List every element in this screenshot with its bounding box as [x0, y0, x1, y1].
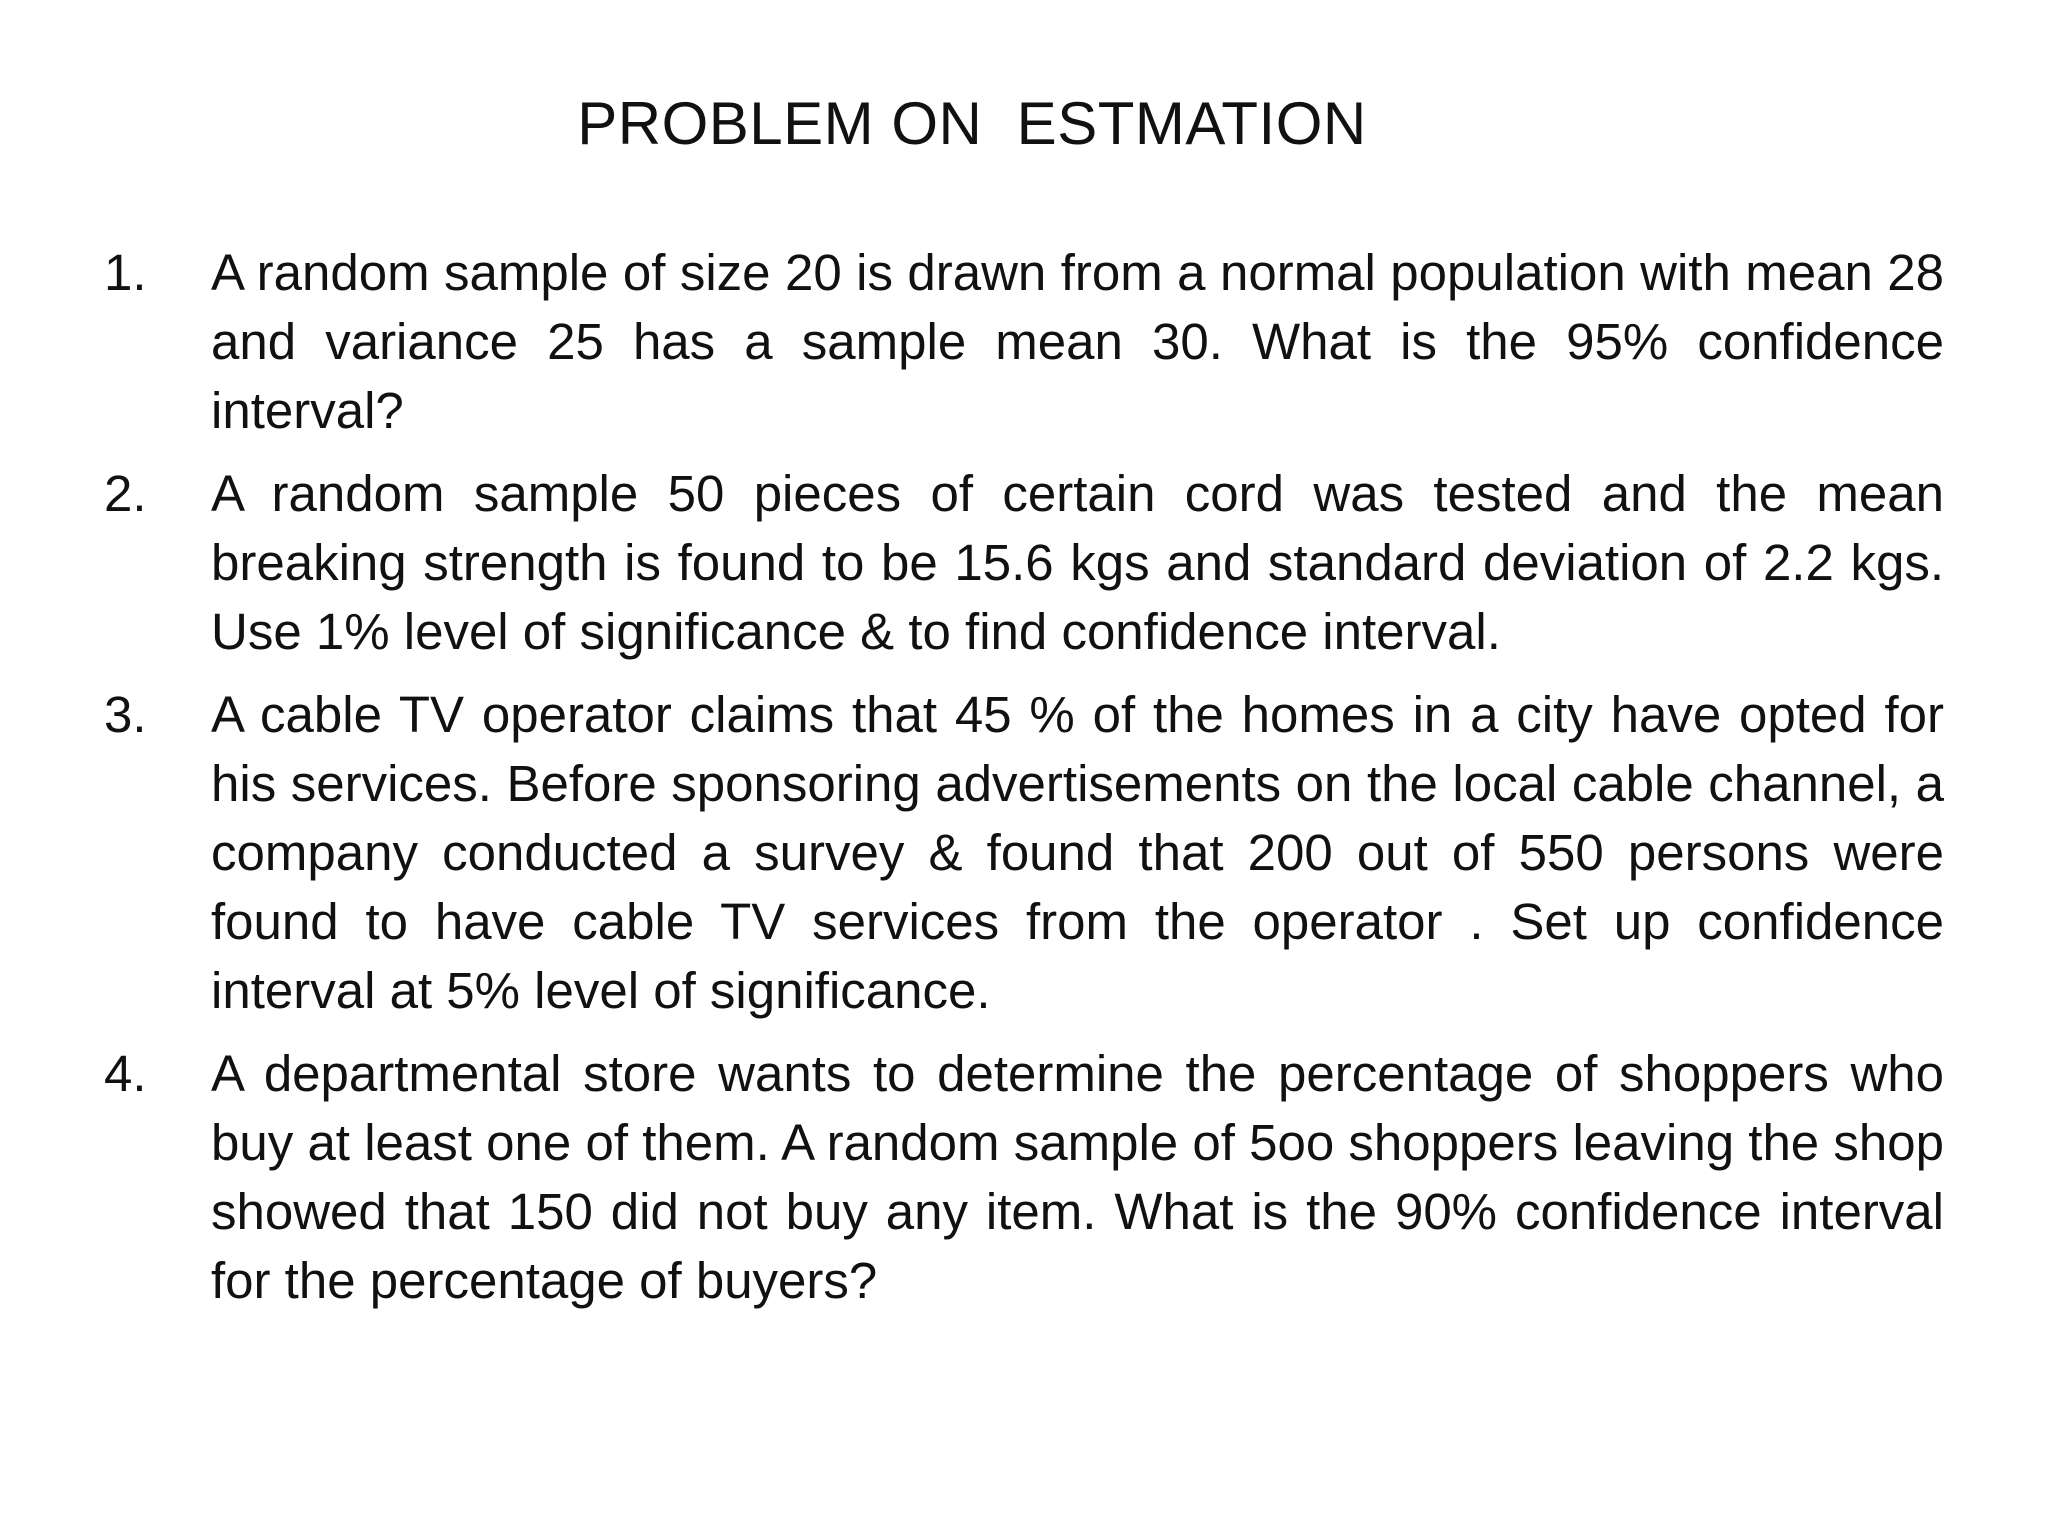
problem-number: 3.: [104, 686, 147, 743]
problem-text: A random sample 50 pieces of certain cord was tested and the mean breaking strength is found to be 15.6 kgs and standard deviation of 2.2 kgs. Use 1% level of significance & to find confidence interval.: [211, 465, 1944, 660]
problem-item-1: [104, 238, 1944, 445]
problem-item-3: [104, 680, 1944, 1025]
problem-number: 1.: [104, 244, 147, 301]
problem-item-4: [104, 1039, 1944, 1315]
slide-title: PROBLEM ON ESTMATION: [577, 90, 1367, 157]
problem-item-2: [104, 459, 1944, 666]
problem-number: 2.: [104, 465, 147, 522]
problem-text: A random sample of size 20 is drawn from a normal population with mean 28 and variance 25 has a sample mean 30. What is the 95% confidence interval?: [211, 244, 1944, 439]
problem-list: [104, 238, 1944, 1329]
problem-text: A cable TV operator claims that 45 % of the homes in a city have opted for his services. Before sponsoring advertisements on the local cable channel, a company conducted a survey & found that 200 out of 550 persons were found to have cable TV services from the operator . Set up confidence interval at 5% level of significance.: [211, 686, 1944, 1019]
problem-text: A departmental store wants to determine the percentage of shoppers who buy at least one of them. A random sample of 5oo shoppers leaving the shop showed that 150 did not buy any item. What is the 90% confidence interval for the percentage of buyers?: [211, 1045, 1944, 1309]
problem-number: 4.: [104, 1045, 147, 1102]
